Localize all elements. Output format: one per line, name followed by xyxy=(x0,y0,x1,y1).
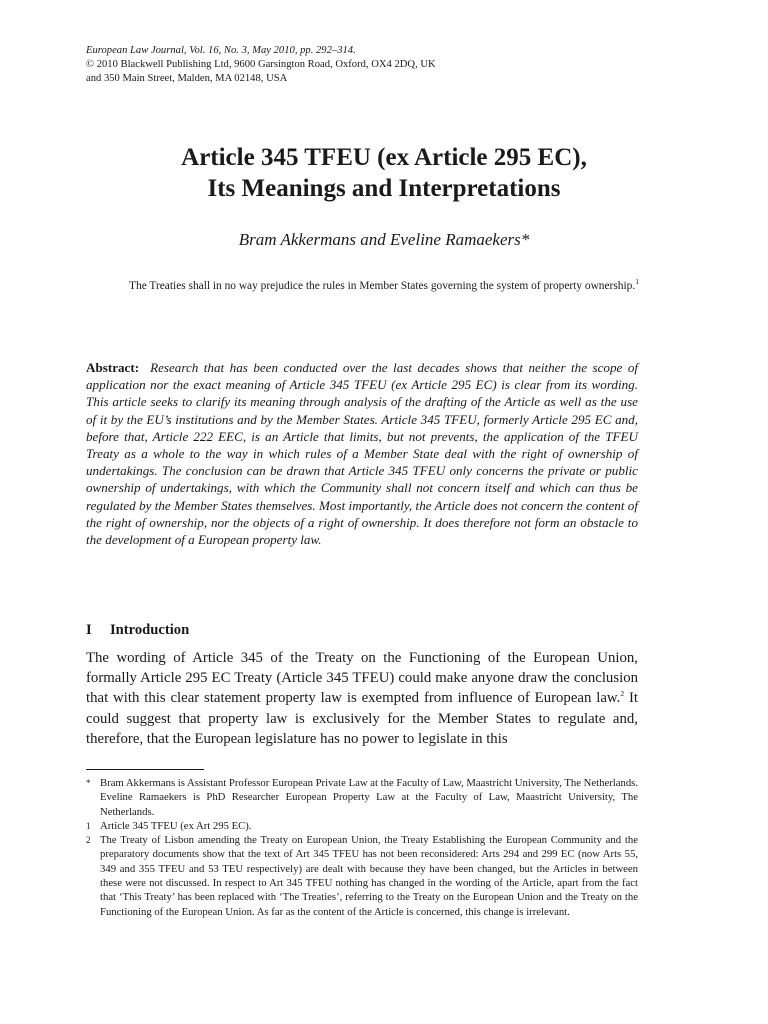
footnote-divider xyxy=(86,769,204,770)
section-title: Introduction xyxy=(110,622,190,638)
abstract-label: Abstract: xyxy=(86,360,140,375)
article-title xyxy=(0,142,768,204)
footnote-ref-2: 2 xyxy=(620,689,625,699)
footnote-text: Article 345 TFEU (ex Art 295 EC). xyxy=(100,819,252,832)
footnote-mark: 2 xyxy=(86,835,91,846)
section-number: I xyxy=(86,622,92,638)
publisher-address: and 350 Main Street, Malden, MA 02148, USA xyxy=(86,73,288,84)
section-heading xyxy=(86,622,189,639)
body-text-part-1: The wording of Article 345 of the Treaty on the Functioning of the European Union, formally Article 295 EC Treaty (Article 345 TFEU) could make anyone draw the conclusion that with this clear statement property law is exempted from influence of European law. xyxy=(86,650,638,707)
footnote-mark: * xyxy=(86,778,91,788)
body-paragraph xyxy=(86,648,638,749)
footnote-ref-1: 1 xyxy=(635,277,639,287)
footnote-mark: 1 xyxy=(86,820,91,831)
footnote-text: Bram Akkermans is Assistant Professor European Private Law at the Faculty of Law, Maastricht University, The Netherlands. Eveline Ramaekers is PhD Researcher European Property Law at the Faculty of Law, Maastricht University, The Netherlands. xyxy=(100,777,638,818)
journal-header xyxy=(86,44,436,86)
footnote xyxy=(86,776,638,819)
footnote-text: The Treaty of Lisbon amending the Treaty on European Union, the Treaty Establishing the European Community and the preparatory documents show that the text of Art 345 TFEU has not been reconsidered: Arts 294 and 299 EC (now Arts 55, 349 and 355 TFEU and 53 TEU respectively) are dealt with because they have been changed, but the Articles in between these were not discussed. In respect to Art 345 TFEU nothing has changed in the wording of the Article, apart from the fact that ‘This Treaty’ has been replaced with ‘The Treaties’, referring to the Treaty on the European Union and the Treaty on the Functioning of the European Union. As far as the content of the Article is concerned, this change is irrelevant. xyxy=(100,834,638,918)
journal-citation: European Law Journal, Vol. 16, No. 3, May 2010, pp. 292–314. xyxy=(86,45,356,56)
abstract-text: Research that has been conducted over the last decades shows that neither the scope of application nor the exact meaning of Article 345 TFEU (ex Article 295 EC) is clear from its wording. This article seeks to clarify its meaning through analysis of the drafting of the Article as well as the use of it by the EU’s institutions and by the Member States. Article 345 TFEU, formerly Article 295 EC and, before that, Article 222 EEC, is an Article that limits, but not prevents, the application of the TFEU Treaty as a whole to the way in which rules of a Member State deal with the right of ownership of undertakings. The conclusion can be drawn that Article 345 TFEU only concerns the private or public ownership of undertakings, with which the Community shall not concern itself and which can thus be regulated by the Member States themselves. Most importantly, the Article does not concern the content of the right of ownership, nor the objects of a right of ownership. It does therefore not form an obstacle to the development of a European property law. xyxy=(86,360,639,548)
author-names: Bram Akkermans and Eveline Ramaekers* xyxy=(238,230,530,249)
abstract xyxy=(86,359,638,548)
copyright-line: © 2010 Blackwell Publishing Ltd, 9600 Garsington Road, Oxford, OX4 2DQ, UK xyxy=(86,59,436,70)
title-line-1: Article 345 TFEU (ex Article 295 EC), xyxy=(181,144,587,171)
footnote xyxy=(86,833,638,919)
epigraph-text: The Treaties shall in no way prejudice the rules in Member States governing the system of property ownership. xyxy=(129,280,636,292)
epigraph xyxy=(120,278,648,294)
footnotes xyxy=(86,776,638,919)
footnote xyxy=(86,819,638,833)
body-text-part-2: It could suggest that property law is exclusively for the Member States to regulate and, therefore, that the European legislature has no power to legislate in this xyxy=(86,690,638,747)
title-line-2: Its Meanings and Interpretations xyxy=(207,175,561,202)
